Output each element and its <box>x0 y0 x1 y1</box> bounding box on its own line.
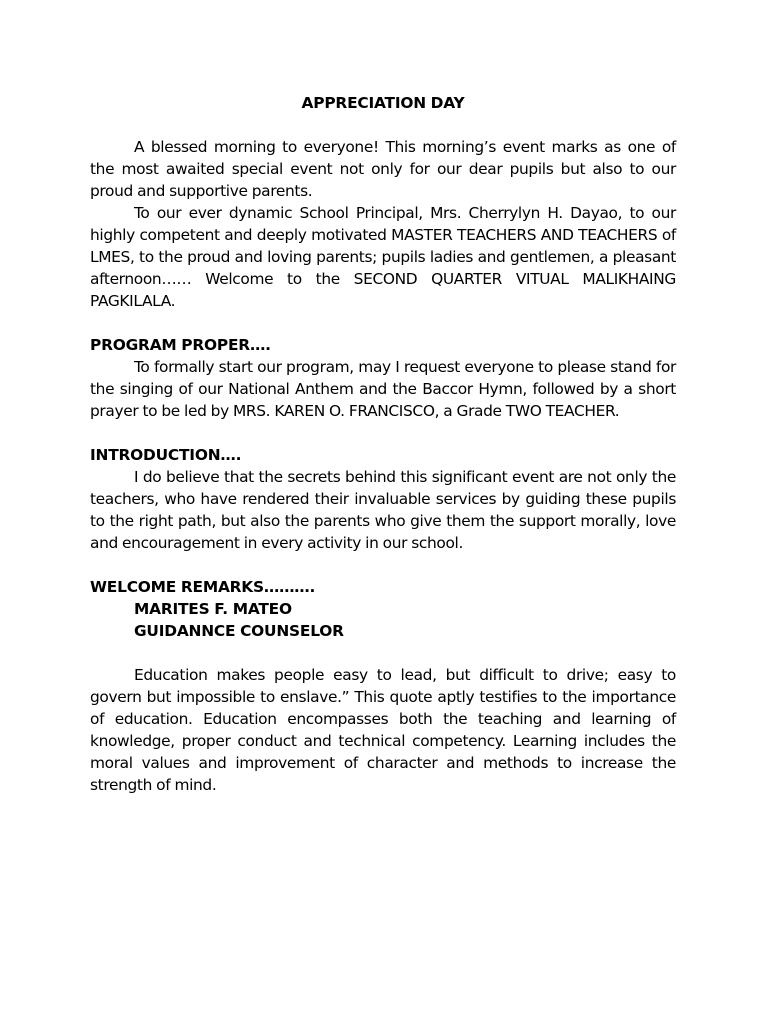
speaker-name: MARITES F. MATEO <box>134 600 292 618</box>
speaker-title: GUIDANNCE COUNSELOR <box>134 622 344 640</box>
spacer <box>90 642 676 664</box>
welcome-remarks-paragraph: Education makes people easy to lead, but difficult to drive; easy to govern but impossible to enslave.” This quote aptly testifies to the importance of education. Education encompasses both the teaching and learning of knowledge, proper conduct and technical competency. Learning includes the moral values and improvement of character and methods to increase the strength of mind. <box>90 666 676 794</box>
opening-paragraph-2: To our ever dynamic School Principal, Mrs. Cherrylyn H. Dayao, to our highly competent and deeply motivated MASTER TEACHERS AND TEACHERS of LMES, to the proud and loving parents; pupils ladies and gentlemen, a pleasant afternoon…… Welcome to the SECOND QUARTER VITUAL MALIKHAING PAGKILALA. <box>90 204 676 310</box>
introduction-paragraph: I do believe that the secrets behind this significant event are not only the teachers, who have rendered their invaluable services by guiding these pupils to the right path, but also the parents who give them the support morally, love and encouragement in every activity in our school. <box>90 468 676 552</box>
program-proper-heading: PROGRAM PROPER…. <box>90 336 271 354</box>
document-title: APPRECIATION DAY <box>301 94 465 112</box>
document-page <box>90 92 676 796</box>
introduction-heading: INTRODUCTION…. <box>90 446 242 464</box>
opening-paragraph-1: A blessed morning to everyone! This morning’s event marks as one of the most awaited special event not only for our dear pupils but also to our proud and supportive parents. <box>90 138 676 200</box>
program-proper-paragraph: To formally start our program, may I request everyone to please stand for the singing of our National Anthem and the Baccor Hymn, followed by a short prayer to be led by MRS. KAREN O. FRANCISCO, a Grade TWO TEACHER. <box>90 358 676 420</box>
welcome-remarks-heading: WELCOME REMARKS………. <box>90 578 316 596</box>
